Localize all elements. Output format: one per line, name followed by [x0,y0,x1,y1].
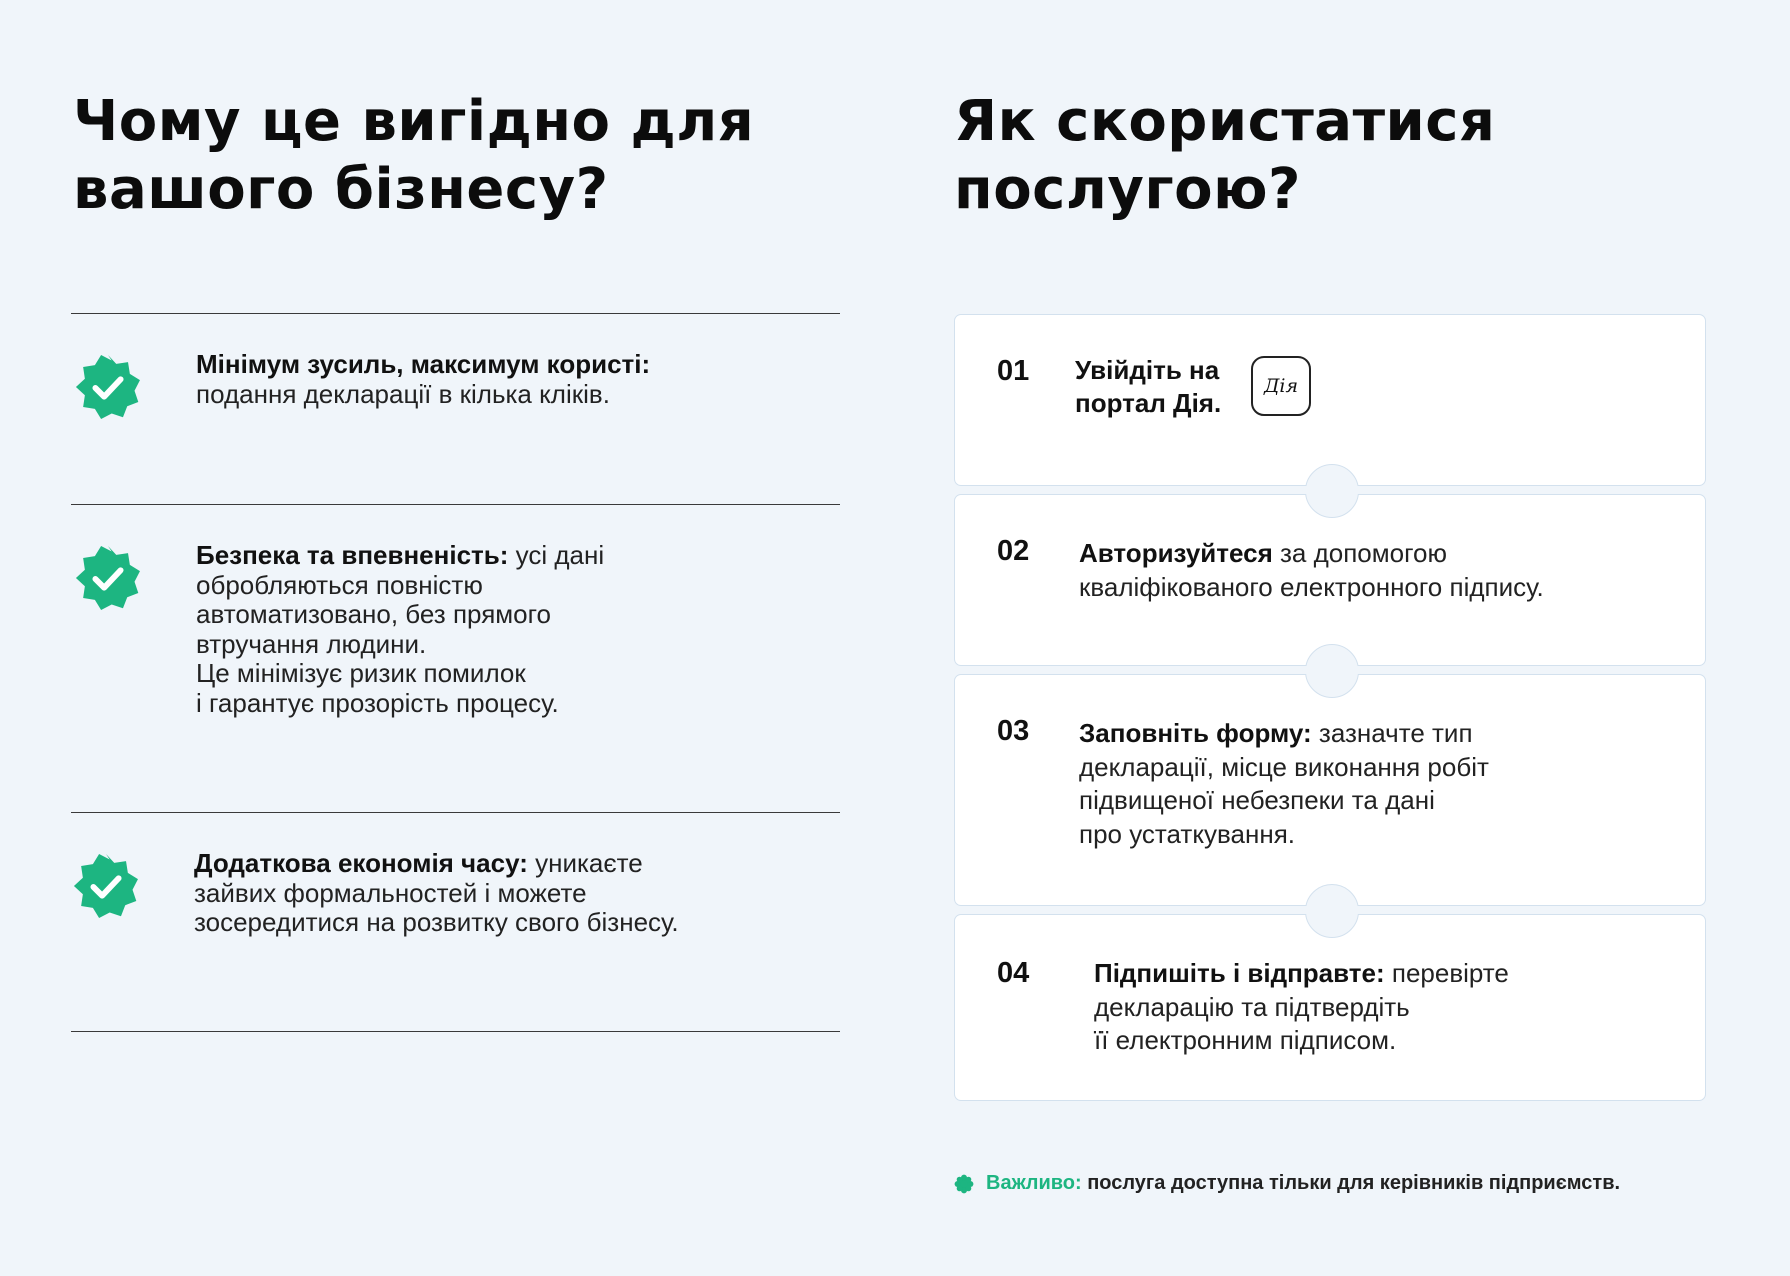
step-text: Увійдіть на портал Дія. [1075,355,1222,418]
benefit-title: Додаткова економія часу: [194,848,528,878]
divider [71,504,840,505]
benefit-line: зосередитися на розвитку свого бізнесу. [194,907,679,937]
benefit-line: автоматизовано, без прямого [196,599,551,629]
benefit-text: Додаткова економія часу: уникаєте зайвих формальностей і можете зосередитися на розвитку свого бізнесу. [194,849,834,938]
benefit-line: Це мінімізує ризик помилок [196,658,526,688]
note-label: Важливо: [986,1172,1082,1194]
steps-heading-line-2: послугою? [954,157,1302,222]
step-card-1 [954,314,1706,486]
step-text: Авторизуйтеся за допомогою кваліфікованого електронного підпису. [1079,538,1544,602]
benefit-line: обробляються повністю [196,569,483,600]
step-number: 03 [997,715,1030,747]
benefit-line: зайвих формальностей і можете [194,877,587,908]
flower-icon [954,1174,974,1194]
benefit-title: Безпека та впевненість: [196,540,509,570]
check-badge-icon [72,852,140,920]
step-card-4 [954,914,1706,1101]
diia-logo: Дія [1251,356,1311,416]
steps-heading-line-1: Як скористатися [954,89,1496,154]
benefit-text: Безпека та впевненість: усі дані обробляються повністю автоматизовано, без прямого втручання людини. Це мінімізує ризик помилок і гарантує прозорість процесу. [196,541,836,718]
check-badge-icon [74,544,142,612]
benefits-heading-line-2: вашого бізнесу? [73,157,609,222]
step-text: Підпишіть і відправте: перевірте декларацію та підтвердіть її електронним підписом. [1094,958,1509,1055]
steps-heading [954,88,1654,224]
benefit-line: подання декларації в кілька кліків. [196,378,610,409]
benefits-heading-line-1: Чому це вигідно для [73,89,755,154]
divider [71,1031,840,1032]
benefit-line: і гарантує прозорість процесу. [196,687,559,718]
step-number: 01 [997,355,1030,387]
divider [71,313,840,314]
step-card-3 [954,674,1706,906]
step-number: 04 [997,957,1030,989]
step-card-2 [954,494,1706,666]
note-text: Важливо: послуга доступна тільки для керівників підприємств. [986,1172,1621,1194]
important-note [954,1172,1620,1195]
benefits-heading [73,88,833,224]
step-text: Заповніть форму: зазначте тип декларації, місце виконання робіт підвищеної небезпеки та дані про устаткування. [1079,718,1489,849]
benefit-text [196,350,836,409]
check-badge-icon [74,353,142,421]
benefit-title: Мінімум зусиль, максимум користі: [196,349,651,379]
benefit-line: втручання людини. [196,628,427,659]
step-number: 02 [997,535,1030,567]
divider [71,812,840,813]
